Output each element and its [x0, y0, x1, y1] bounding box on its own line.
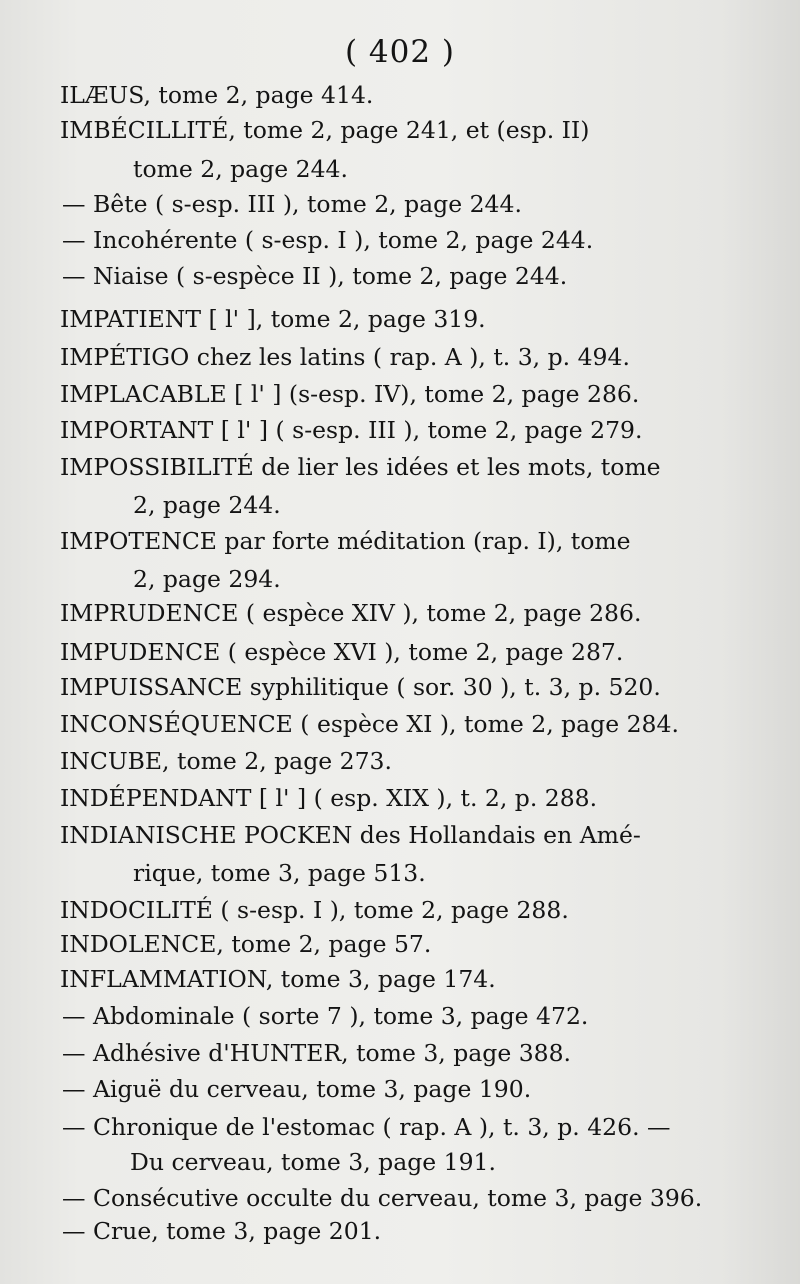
index-entry: IMPRUDENCE ( espèce XIV ), tome 2, page 286.	[60, 599, 642, 627]
index-subentry: — Adhésive d'HUNTER, tome 3, page 388.	[62, 1039, 572, 1067]
index-entry: IMPÉTIGO chez les latins ( rap. A ), t. 3, p. 494.	[60, 343, 630, 371]
index-entry: IMPORTANT [ l' ] ( s-esp. III ), tome 2, page 279.	[60, 416, 643, 444]
index-subentry: — Bête ( s-esp. III ), tome 2, page 244.	[62, 190, 522, 218]
index-entry: IMPUDENCE ( espèce XVI ), tome 2, page 287.	[60, 638, 624, 666]
index-entry: INCONSÉQUENCE ( espèce XI ), tome 2, page 284.	[60, 710, 679, 738]
index-entry-continuation: tome 2, page 244.	[133, 155, 348, 183]
index-entry: INDIANISCHE POCKEN des Hollandais en Amé-	[60, 821, 641, 849]
index-subentry: — Aiguë du cerveau, tome 3, page 190.	[62, 1075, 532, 1103]
index-subentry: — Abdominale ( sorte 7 ), tome 3, page 472.	[62, 1002, 589, 1030]
index-entry: IMBÉCILLITÉ, tome 2, page 241, et (esp. II)	[60, 116, 590, 144]
index-entry-continuation: 2, page 294.	[133, 565, 281, 593]
index-entry: ILÆUS, tome 2, page 414.	[60, 81, 374, 109]
index-subentry: — Niaise ( s-espèce II ), tome 2, page 244.	[62, 262, 568, 290]
index-entry: IMPUISSANCE syphilitique ( sor. 30 ), t. 3, p. 520.	[60, 673, 661, 701]
index-entry: INDOCILITÉ ( s-esp. I ), tome 2, page 288.	[60, 896, 569, 924]
index-entry: IMPATIENT [ l' ], tome 2, page 319.	[60, 305, 486, 333]
index-subentry: — Chronique de l'estomac ( rap. A ), t. 3, p. 426. —	[62, 1113, 671, 1141]
index-entry: IMPLACABLE [ l' ] (s-esp. IV), tome 2, page 286.	[60, 380, 640, 408]
index-entry-continuation: 2, page 244.	[133, 491, 281, 519]
index-entry: IMPOTENCE par forte méditation (rap. I), tome	[60, 527, 631, 555]
index-entry: IMPOSSIBILITÉ de lier les idées et les mots, tome	[60, 453, 661, 481]
index-entry: INFLAMMATION, tome 3, page 174.	[60, 965, 496, 993]
page-number: ( 402 )	[344, 34, 456, 70]
index-entry-continuation: rique, tome 3, page 513.	[133, 859, 426, 887]
index-entry: INCUBE, tome 2, page 273.	[60, 747, 392, 775]
index-entry: INDÉPENDANT [ l' ] ( esp. XIX ), t. 2, p. 288.	[60, 784, 598, 812]
index-subentry: — Crue, tome 3, page 201.	[62, 1217, 382, 1245]
index-subentry: — Consécutive occulte du cerveau, tome 3, page 396.	[62, 1184, 703, 1212]
index-entry-continuation: Du cerveau, tome 3, page 191.	[130, 1148, 496, 1176]
index-subentry: — Incohérente ( s-esp. I ), tome 2, page 244.	[62, 226, 594, 254]
index-entry: INDOLENCE, tome 2, page 57.	[60, 930, 432, 958]
